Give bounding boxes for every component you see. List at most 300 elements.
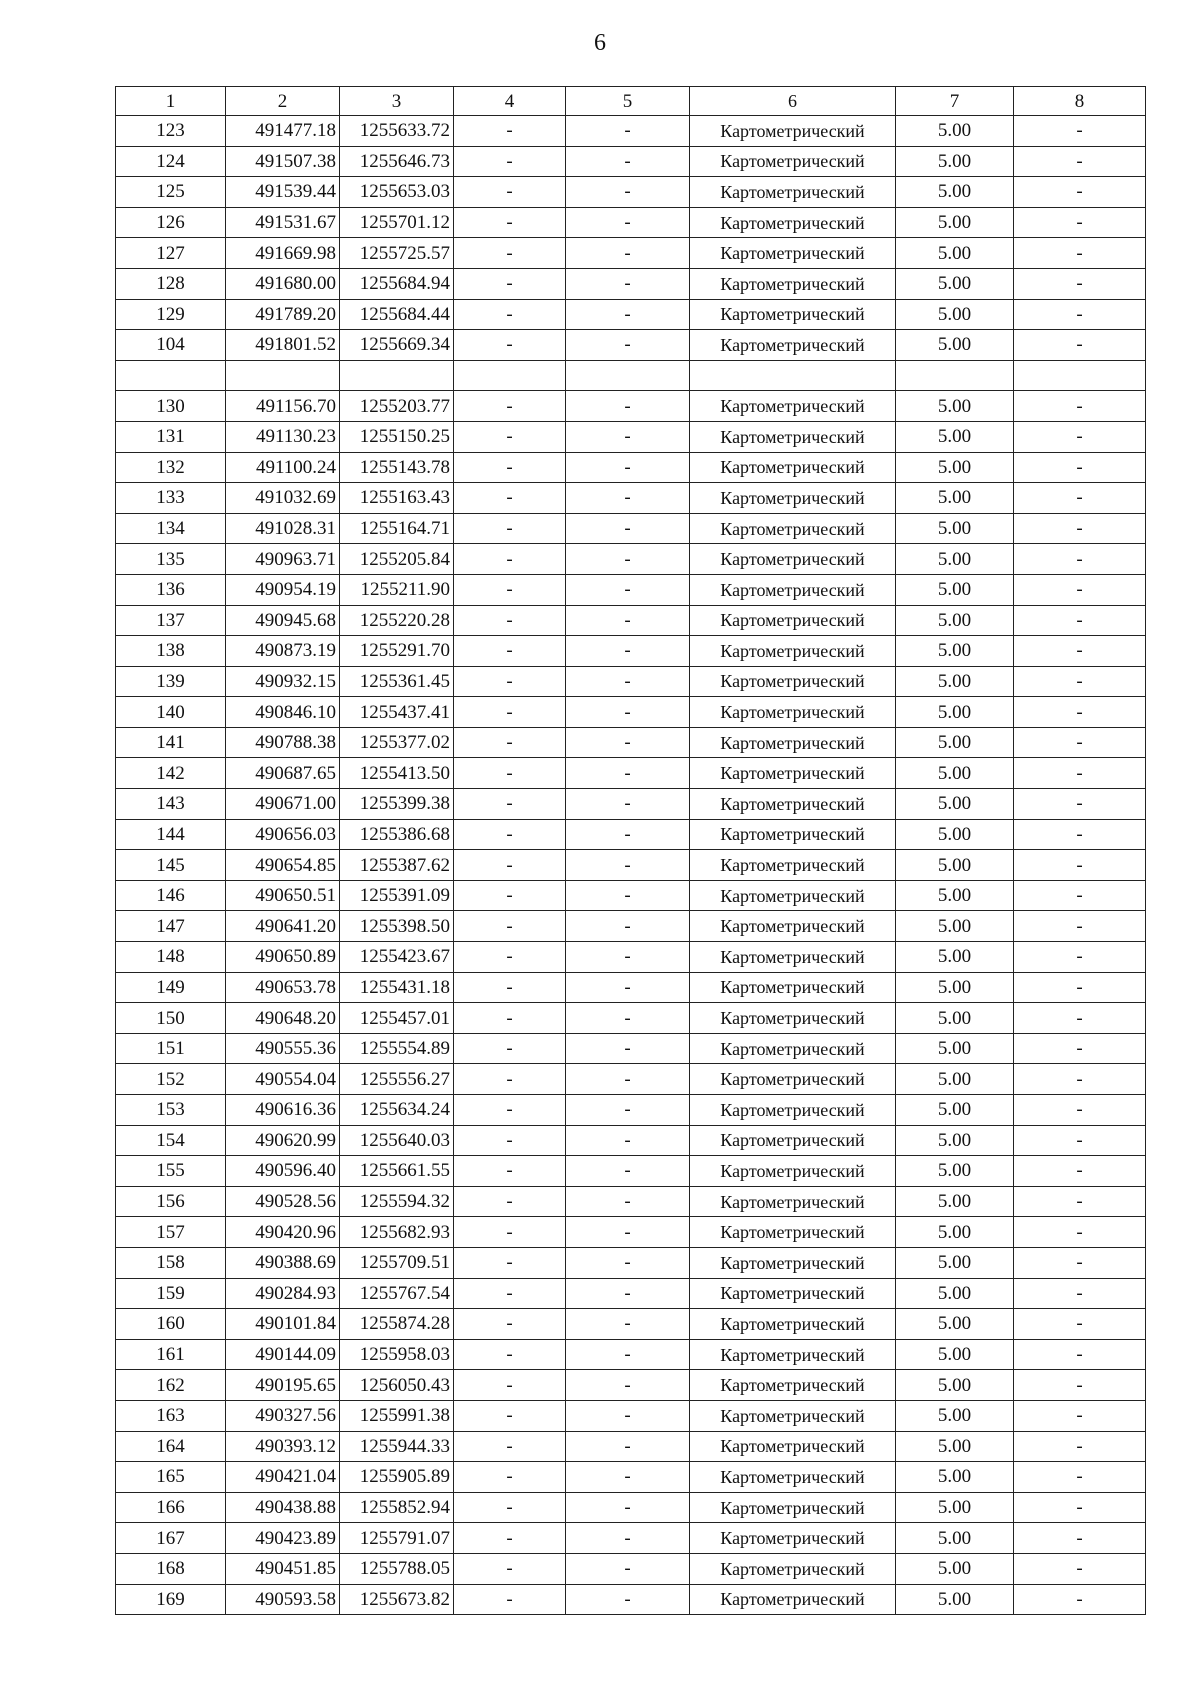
table-row xyxy=(116,177,1146,208)
col-8-cell: - xyxy=(1014,911,1146,942)
point-number-cell: 159 xyxy=(116,1278,226,1309)
col-4-cell: - xyxy=(454,1370,566,1401)
method-cell: Картометрический xyxy=(690,299,896,330)
accuracy-cell: 5.00 xyxy=(896,177,1014,208)
coord-y-cell: 1255556.27 xyxy=(340,1064,454,1095)
col-5-cell: - xyxy=(566,1003,690,1034)
accuracy-cell: 5.00 xyxy=(896,789,1014,820)
col-5-cell: - xyxy=(566,1462,690,1493)
table-row xyxy=(116,911,1146,942)
coord-y-cell: 1255554.89 xyxy=(340,1033,454,1064)
col-8-cell: - xyxy=(1014,605,1146,636)
point-number-cell: 150 xyxy=(116,1003,226,1034)
col-4-cell: - xyxy=(454,483,566,514)
coord-y-cell: 1255669.34 xyxy=(340,330,454,361)
coord-y-cell: 1255709.51 xyxy=(340,1247,454,1278)
table-row xyxy=(116,1095,1146,1126)
table-row xyxy=(116,513,1146,544)
col-8-cell: - xyxy=(1014,1003,1146,1034)
col-4-cell: - xyxy=(454,1339,566,1370)
col-5-cell: - xyxy=(566,1584,690,1615)
col-4-cell: - xyxy=(454,727,566,758)
accuracy-cell: 5.00 xyxy=(896,1156,1014,1187)
coord-y-cell: 1255791.07 xyxy=(340,1523,454,1554)
point-number-cell: 142 xyxy=(116,758,226,789)
table-row xyxy=(116,238,1146,269)
coord-x-cell: 490593.58 xyxy=(226,1584,340,1615)
col-8-cell: - xyxy=(1014,1095,1146,1126)
col-4-cell: - xyxy=(454,789,566,820)
method-cell: Картометрический xyxy=(690,177,896,208)
table-row xyxy=(116,483,1146,514)
point-number-cell: 158 xyxy=(116,1247,226,1278)
point-number-cell: 130 xyxy=(116,391,226,422)
accuracy-cell: 5.00 xyxy=(896,911,1014,942)
coord-y-cell: 1255361.45 xyxy=(340,666,454,697)
coord-y-cell: 1255387.62 xyxy=(340,850,454,881)
table-row xyxy=(116,452,1146,483)
col-4-cell: - xyxy=(454,911,566,942)
col-4-cell: - xyxy=(454,972,566,1003)
col-4-cell: - xyxy=(454,1033,566,1064)
accuracy-cell: 5.00 xyxy=(896,1278,1014,1309)
empty-cell xyxy=(566,360,690,391)
col-8-cell: - xyxy=(1014,544,1146,575)
col-4-cell: - xyxy=(454,942,566,973)
method-cell: Картометрический xyxy=(690,1462,896,1493)
table-row xyxy=(116,299,1146,330)
coord-y-cell: 1255673.82 xyxy=(340,1584,454,1615)
point-number-cell: 152 xyxy=(116,1064,226,1095)
accuracy-cell: 5.00 xyxy=(896,1400,1014,1431)
col-5-cell: - xyxy=(566,880,690,911)
method-cell: Картометрический xyxy=(690,391,896,422)
coord-y-cell: 1255653.03 xyxy=(340,177,454,208)
method-cell: Картометрический xyxy=(690,1370,896,1401)
col-5-cell: - xyxy=(566,483,690,514)
table-row xyxy=(116,1217,1146,1248)
empty-cell xyxy=(1014,360,1146,391)
accuracy-cell: 5.00 xyxy=(896,146,1014,177)
accuracy-cell: 5.00 xyxy=(896,1584,1014,1615)
point-number-cell: 139 xyxy=(116,666,226,697)
col-5-cell: - xyxy=(566,758,690,789)
col-4-cell: - xyxy=(454,268,566,299)
coord-y-cell: 1255684.94 xyxy=(340,268,454,299)
col-4-cell: - xyxy=(454,666,566,697)
table-row xyxy=(116,421,1146,452)
coord-x-cell: 490963.71 xyxy=(226,544,340,575)
method-cell: Картометрический xyxy=(690,452,896,483)
coord-x-cell: 490438.88 xyxy=(226,1492,340,1523)
accuracy-cell: 5.00 xyxy=(896,1217,1014,1248)
method-cell: Картометрический xyxy=(690,1309,896,1340)
coord-x-cell: 490620.99 xyxy=(226,1125,340,1156)
col-5-cell: - xyxy=(566,1186,690,1217)
coord-y-cell: 1255633.72 xyxy=(340,116,454,147)
col-5-cell: - xyxy=(566,544,690,575)
col-5-cell: - xyxy=(566,238,690,269)
table-row xyxy=(116,1523,1146,1554)
coord-x-cell: 490284.93 xyxy=(226,1278,340,1309)
method-cell: Картометрический xyxy=(690,1584,896,1615)
coord-x-cell: 490654.85 xyxy=(226,850,340,881)
table-row xyxy=(116,1400,1146,1431)
method-cell: Картометрический xyxy=(690,1339,896,1370)
accuracy-cell: 5.00 xyxy=(896,666,1014,697)
empty-cell xyxy=(340,360,454,391)
col-5-cell: - xyxy=(566,727,690,758)
accuracy-cell: 5.00 xyxy=(896,1492,1014,1523)
coord-x-cell: 490648.20 xyxy=(226,1003,340,1034)
col-4-cell: - xyxy=(454,1125,566,1156)
col-5-cell: - xyxy=(566,819,690,850)
method-cell: Картометрический xyxy=(690,1523,896,1554)
method-cell: Картометрический xyxy=(690,1064,896,1095)
col-4-cell: - xyxy=(454,605,566,636)
column-header: 8 xyxy=(1014,87,1146,116)
accuracy-cell: 5.00 xyxy=(896,1339,1014,1370)
method-cell: Картометрический xyxy=(690,207,896,238)
table-row xyxy=(116,1309,1146,1340)
col-4-cell: - xyxy=(454,146,566,177)
coord-x-cell: 490656.03 xyxy=(226,819,340,850)
coord-y-cell: 1255150.25 xyxy=(340,421,454,452)
method-cell: Картометрический xyxy=(690,1400,896,1431)
col-8-cell: - xyxy=(1014,819,1146,850)
method-cell: Картометрический xyxy=(690,1247,896,1278)
col-4-cell: - xyxy=(454,299,566,330)
coord-y-cell: 1255143.78 xyxy=(340,452,454,483)
col-4-cell: - xyxy=(454,1156,566,1187)
accuracy-cell: 5.00 xyxy=(896,268,1014,299)
col-8-cell: - xyxy=(1014,1462,1146,1493)
col-5-cell: - xyxy=(566,942,690,973)
point-number-cell: 160 xyxy=(116,1309,226,1340)
col-4-cell: - xyxy=(454,697,566,728)
col-4-cell: - xyxy=(454,513,566,544)
point-number-cell: 153 xyxy=(116,1095,226,1126)
col-8-cell: - xyxy=(1014,697,1146,728)
col-8-cell: - xyxy=(1014,1492,1146,1523)
col-5-cell: - xyxy=(566,1309,690,1340)
method-cell: Картометрический xyxy=(690,146,896,177)
method-cell: Картометрический xyxy=(690,330,896,361)
coord-x-cell: 491669.98 xyxy=(226,238,340,269)
method-cell: Картометрический xyxy=(690,483,896,514)
coord-x-cell: 490393.12 xyxy=(226,1431,340,1462)
method-cell: Картометрический xyxy=(690,1095,896,1126)
coord-y-cell: 1255423.67 xyxy=(340,942,454,973)
col-4-cell: - xyxy=(454,1003,566,1034)
point-number-cell: 128 xyxy=(116,268,226,299)
col-8-cell: - xyxy=(1014,727,1146,758)
coord-x-cell: 490555.36 xyxy=(226,1033,340,1064)
coord-x-cell: 490671.00 xyxy=(226,789,340,820)
coord-x-cell: 490653.78 xyxy=(226,972,340,1003)
col-8-cell: - xyxy=(1014,850,1146,881)
col-8-cell: - xyxy=(1014,299,1146,330)
coord-x-cell: 490327.56 xyxy=(226,1400,340,1431)
table-row xyxy=(116,1492,1146,1523)
coord-x-cell: 491801.52 xyxy=(226,330,340,361)
col-5-cell: - xyxy=(566,1033,690,1064)
col-4-cell: - xyxy=(454,116,566,147)
point-number-cell: 151 xyxy=(116,1033,226,1064)
point-number-cell: 141 xyxy=(116,727,226,758)
col-4-cell: - xyxy=(454,850,566,881)
accuracy-cell: 5.00 xyxy=(896,1431,1014,1462)
accuracy-cell: 5.00 xyxy=(896,1064,1014,1095)
col-8-cell: - xyxy=(1014,238,1146,269)
accuracy-cell: 5.00 xyxy=(896,544,1014,575)
col-8-cell: - xyxy=(1014,972,1146,1003)
col-8-cell: - xyxy=(1014,1309,1146,1340)
method-cell: Картометрический xyxy=(690,911,896,942)
table-row xyxy=(116,1186,1146,1217)
col-5-cell: - xyxy=(566,299,690,330)
table-row xyxy=(116,727,1146,758)
coord-y-cell: 1255291.70 xyxy=(340,636,454,667)
coord-x-cell: 491156.70 xyxy=(226,391,340,422)
coord-x-cell: 490650.89 xyxy=(226,942,340,973)
col-4-cell: - xyxy=(454,1186,566,1217)
col-8-cell: - xyxy=(1014,758,1146,789)
accuracy-cell: 5.00 xyxy=(896,207,1014,238)
method-cell: Картометрический xyxy=(690,116,896,147)
method-cell: Картометрический xyxy=(690,1278,896,1309)
coord-y-cell: 1255220.28 xyxy=(340,605,454,636)
table-row xyxy=(116,1584,1146,1615)
header-row xyxy=(116,87,1146,116)
coord-x-cell: 490451.85 xyxy=(226,1553,340,1584)
col-4-cell: - xyxy=(454,880,566,911)
coord-x-cell: 490421.04 xyxy=(226,1462,340,1493)
table-body xyxy=(116,87,1146,1615)
coord-y-cell: 1255457.01 xyxy=(340,1003,454,1034)
col-8-cell: - xyxy=(1014,636,1146,667)
coord-y-cell: 1255874.28 xyxy=(340,1309,454,1340)
col-4-cell: - xyxy=(454,636,566,667)
table-row xyxy=(116,1278,1146,1309)
accuracy-cell: 5.00 xyxy=(896,1247,1014,1278)
point-number-cell: 132 xyxy=(116,452,226,483)
table-row xyxy=(116,544,1146,575)
column-header: 5 xyxy=(566,87,690,116)
point-number-cell: 127 xyxy=(116,238,226,269)
table-row xyxy=(116,330,1146,361)
method-cell: Картометрический xyxy=(690,1003,896,1034)
coord-x-cell: 490616.36 xyxy=(226,1095,340,1126)
table-row xyxy=(116,1462,1146,1493)
col-8-cell: - xyxy=(1014,942,1146,973)
coord-y-cell: 1255634.24 xyxy=(340,1095,454,1126)
coord-x-cell: 491130.23 xyxy=(226,421,340,452)
coord-y-cell: 1255437.41 xyxy=(340,697,454,728)
col-5-cell: - xyxy=(566,636,690,667)
col-4-cell: - xyxy=(454,1095,566,1126)
coord-y-cell: 1255399.38 xyxy=(340,789,454,820)
col-5-cell: - xyxy=(566,177,690,208)
table-row xyxy=(116,666,1146,697)
col-4-cell: - xyxy=(454,1278,566,1309)
col-8-cell: - xyxy=(1014,177,1146,208)
col-5-cell: - xyxy=(566,421,690,452)
point-number-cell: 124 xyxy=(116,146,226,177)
point-number-cell: 149 xyxy=(116,972,226,1003)
col-8-cell: - xyxy=(1014,1339,1146,1370)
col-4-cell: - xyxy=(454,819,566,850)
method-cell: Картометрический xyxy=(690,819,896,850)
accuracy-cell: 5.00 xyxy=(896,1309,1014,1340)
point-number-cell: 165 xyxy=(116,1462,226,1493)
accuracy-cell: 5.00 xyxy=(896,238,1014,269)
table-row xyxy=(116,636,1146,667)
table-row xyxy=(116,146,1146,177)
col-8-cell: - xyxy=(1014,421,1146,452)
col-4-cell: - xyxy=(454,1462,566,1493)
table-row xyxy=(116,116,1146,147)
col-8-cell: - xyxy=(1014,1431,1146,1462)
column-header: 3 xyxy=(340,87,454,116)
point-number-cell: 166 xyxy=(116,1492,226,1523)
col-4-cell: - xyxy=(454,452,566,483)
coord-y-cell: 1255905.89 xyxy=(340,1462,454,1493)
accuracy-cell: 5.00 xyxy=(896,513,1014,544)
col-8-cell: - xyxy=(1014,1400,1146,1431)
empty-cell xyxy=(690,360,896,391)
coord-y-cell: 1255391.09 xyxy=(340,880,454,911)
accuracy-cell: 5.00 xyxy=(896,452,1014,483)
col-5-cell: - xyxy=(566,1247,690,1278)
col-5-cell: - xyxy=(566,1278,690,1309)
table-row xyxy=(116,1339,1146,1370)
col-8-cell: - xyxy=(1014,1523,1146,1554)
point-number-cell: 167 xyxy=(116,1523,226,1554)
table-row xyxy=(116,819,1146,850)
method-cell: Картометрический xyxy=(690,421,896,452)
accuracy-cell: 5.00 xyxy=(896,605,1014,636)
coord-y-cell: 1255386.68 xyxy=(340,819,454,850)
point-number-cell: 164 xyxy=(116,1431,226,1462)
col-5-cell: - xyxy=(566,268,690,299)
col-5-cell: - xyxy=(566,605,690,636)
point-number-cell: 154 xyxy=(116,1125,226,1156)
coord-x-cell: 491032.69 xyxy=(226,483,340,514)
coord-x-cell: 491789.20 xyxy=(226,299,340,330)
col-5-cell: - xyxy=(566,1553,690,1584)
col-4-cell: - xyxy=(454,1247,566,1278)
method-cell: Картометрический xyxy=(690,1217,896,1248)
coord-y-cell: 1255164.71 xyxy=(340,513,454,544)
col-5-cell: - xyxy=(566,1339,690,1370)
coord-y-cell: 1255205.84 xyxy=(340,544,454,575)
table-row xyxy=(116,268,1146,299)
coord-y-cell: 1255398.50 xyxy=(340,911,454,942)
accuracy-cell: 5.00 xyxy=(896,1003,1014,1034)
col-8-cell: - xyxy=(1014,1217,1146,1248)
method-cell: Картометрический xyxy=(690,544,896,575)
table-row xyxy=(116,207,1146,238)
coord-y-cell: 1255725.57 xyxy=(340,238,454,269)
accuracy-cell: 5.00 xyxy=(896,391,1014,422)
coord-y-cell: 1255640.03 xyxy=(340,1125,454,1156)
accuracy-cell: 5.00 xyxy=(896,1462,1014,1493)
accuracy-cell: 5.00 xyxy=(896,1125,1014,1156)
col-4-cell: - xyxy=(454,1309,566,1340)
accuracy-cell: 5.00 xyxy=(896,758,1014,789)
table-row xyxy=(116,574,1146,605)
table-row xyxy=(116,1156,1146,1187)
point-number-cell: 163 xyxy=(116,1400,226,1431)
col-5-cell: - xyxy=(566,1064,690,1095)
coord-y-cell: 1256050.43 xyxy=(340,1370,454,1401)
column-header: 6 xyxy=(690,87,896,116)
coord-y-cell: 1255661.55 xyxy=(340,1156,454,1187)
point-number-cell: 169 xyxy=(116,1584,226,1615)
point-number-cell: 125 xyxy=(116,177,226,208)
coord-y-cell: 1255646.73 xyxy=(340,146,454,177)
table-row xyxy=(116,1553,1146,1584)
coord-y-cell: 1255767.54 xyxy=(340,1278,454,1309)
point-number-cell: 156 xyxy=(116,1186,226,1217)
col-8-cell: - xyxy=(1014,1186,1146,1217)
point-number-cell: 138 xyxy=(116,636,226,667)
coord-x-cell: 491477.18 xyxy=(226,116,340,147)
table-row xyxy=(116,850,1146,881)
col-5-cell: - xyxy=(566,330,690,361)
coord-x-cell: 491531.67 xyxy=(226,207,340,238)
coord-x-cell: 490788.38 xyxy=(226,727,340,758)
col-8-cell: - xyxy=(1014,666,1146,697)
point-number-cell: 161 xyxy=(116,1339,226,1370)
col-8-cell: - xyxy=(1014,789,1146,820)
point-number-cell: 104 xyxy=(116,330,226,361)
col-8-cell: - xyxy=(1014,574,1146,605)
coord-y-cell: 1255852.94 xyxy=(340,1492,454,1523)
method-cell: Картометрический xyxy=(690,850,896,881)
point-number-cell: 157 xyxy=(116,1217,226,1248)
table-row xyxy=(116,391,1146,422)
accuracy-cell: 5.00 xyxy=(896,972,1014,1003)
point-number-cell: 140 xyxy=(116,697,226,728)
col-5-cell: - xyxy=(566,452,690,483)
table-row xyxy=(116,880,1146,911)
column-header: 2 xyxy=(226,87,340,116)
column-header: 7 xyxy=(896,87,1014,116)
col-4-cell: - xyxy=(454,544,566,575)
coord-x-cell: 490144.09 xyxy=(226,1339,340,1370)
col-8-cell: - xyxy=(1014,1553,1146,1584)
accuracy-cell: 5.00 xyxy=(896,636,1014,667)
col-8-cell: - xyxy=(1014,483,1146,514)
method-cell: Картометрический xyxy=(690,574,896,605)
coord-y-cell: 1255944.33 xyxy=(340,1431,454,1462)
method-cell: Картометрический xyxy=(690,513,896,544)
point-number-cell: 148 xyxy=(116,942,226,973)
coord-x-cell: 490650.51 xyxy=(226,880,340,911)
col-5-cell: - xyxy=(566,513,690,544)
accuracy-cell: 5.00 xyxy=(896,483,1014,514)
col-5-cell: - xyxy=(566,1431,690,1462)
point-number-cell: 145 xyxy=(116,850,226,881)
col-4-cell: - xyxy=(454,421,566,452)
method-cell: Картометрический xyxy=(690,942,896,973)
col-5-cell: - xyxy=(566,207,690,238)
col-8-cell: - xyxy=(1014,1278,1146,1309)
col-8-cell: - xyxy=(1014,1247,1146,1278)
col-4-cell: - xyxy=(454,330,566,361)
